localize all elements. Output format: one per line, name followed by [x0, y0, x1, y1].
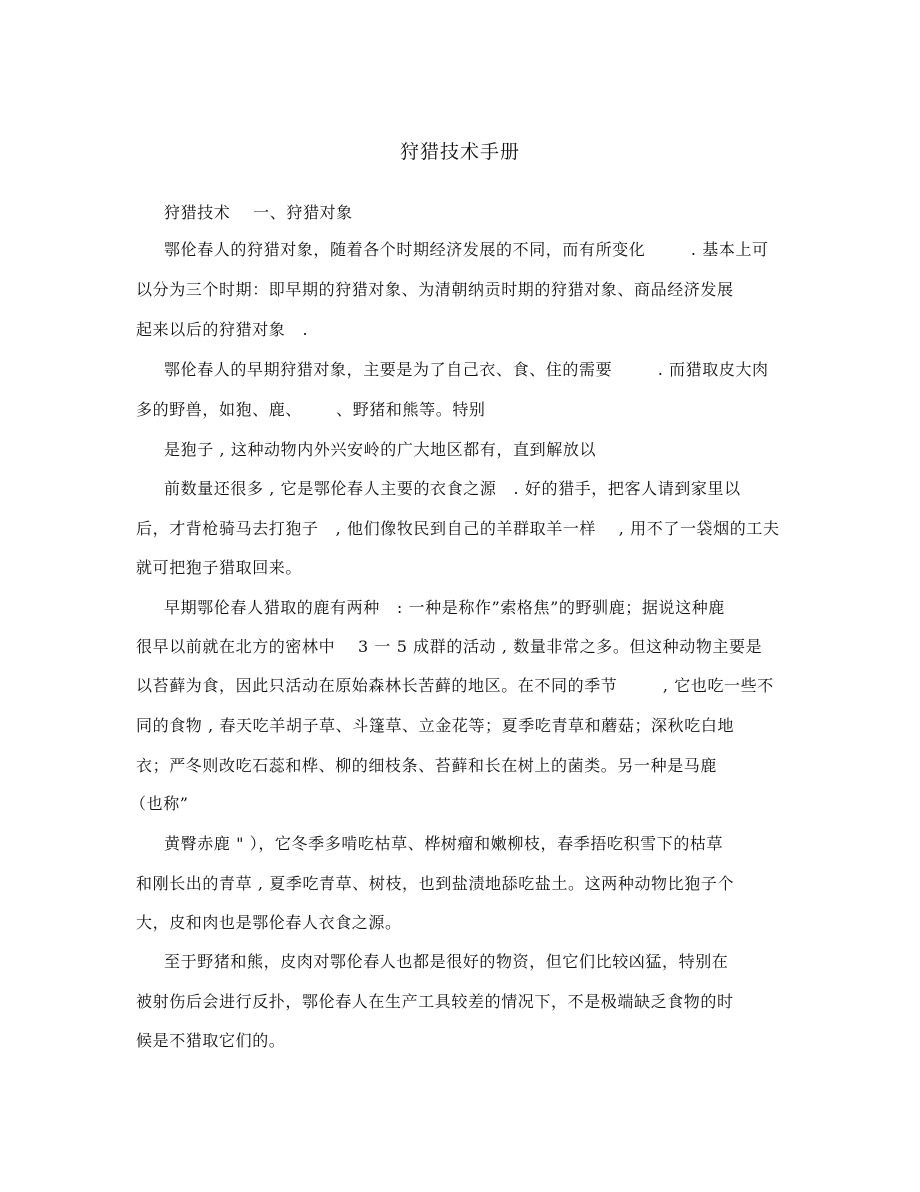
paragraph-line: 前数量还很多 , 它是鄂伦春人主要的衣食之源 . 好的猎手，把客人请到家里以	[164, 479, 741, 498]
section-heading: 狩猎技术 一、狩猎对象	[164, 203, 353, 222]
paragraph-line: 早期鄂伦春人猎取的鹿有两种 : 一种是称作”索格焦”的野驯鹿；据说这种鹿	[164, 598, 725, 617]
paragraph-line: 就可把狍子猎取回来。	[136, 558, 303, 577]
paragraph-line: 是狍子 , 这种动物内外兴安岭的广大地区都有，直到解放以	[164, 440, 597, 459]
paragraph-line: 鄂伦春人的狩猎对象，随着各个时期经济发展的不同，而有所变化 . 基本上可	[164, 240, 769, 259]
paragraph-line: 多的野兽，如狍、鹿、 、野猪和熊等。特别	[136, 400, 486, 419]
paragraph-line: 鄂伦春人的早期狩猎对象，主要是为了自己衣、食、住的需要 . 而猎取皮大肉	[164, 360, 769, 379]
paragraph-line: 至于野猪和熊，皮肉对鄂伦春人也都是很好的物资，但它们比较凶猛，特别在	[164, 952, 729, 971]
paragraph-line: 被射伤后会进行反扑，鄂伦春人在生产工具较差的情况下，不是极端缺乏食物的时	[136, 992, 734, 1011]
paragraph-line: 衣；严冬则改吃石蕊和桦、柳的细枝条、苔藓和长在树上的菌类。另一种是马鹿	[136, 756, 718, 775]
paragraph-line: 候是不猎取它们的。	[136, 1031, 286, 1050]
paragraph-line: 和刚长出的青草 , 夏季吃青草、树枝，也到盐渍地舔吃盐土。这两种动物比狍子个	[136, 874, 735, 893]
paragraph-line: 黄臀赤鹿 " ），它冬季多啃吃枯草、桦树瘤和嫩柳枝，春季捂吃积雪下的枯草	[164, 834, 724, 853]
paragraph-line: 后，才背枪骑马去打狍子 , 他们像牧民到自己的羊群取羊一样 , 用不了一袋烟的工夫	[136, 519, 780, 538]
paragraph-line: （也称”	[130, 794, 189, 813]
paragraph-line: 同的食物 , 春天吃羊胡子草、斗篷草、立金花等；夏季吃青草和蘑菇；深秋吃白地	[136, 716, 735, 735]
paragraph-line: 以分为三个时期：即早期的狩猎对象、为清朝纳贡时期的狩猎对象、商品经济发展	[136, 280, 734, 299]
paragraph-line: 起来以后的狩猎对象 .	[136, 320, 309, 339]
paragraph-line: 以苔藓为食，因此只活动在原始森林长苦藓的地区。在不同的季节 , 它也吃一些不	[136, 676, 774, 695]
document-title: 狩猎技术手册	[399, 141, 520, 163]
paragraph-line: 很早以前就在北方的密林中 3 一 5 成群的活动 , 数量非常之多。但这种动物主要是	[136, 637, 763, 656]
paragraph-line: 大，皮和肉也是鄂伦春人衣食之源。	[136, 913, 402, 932]
